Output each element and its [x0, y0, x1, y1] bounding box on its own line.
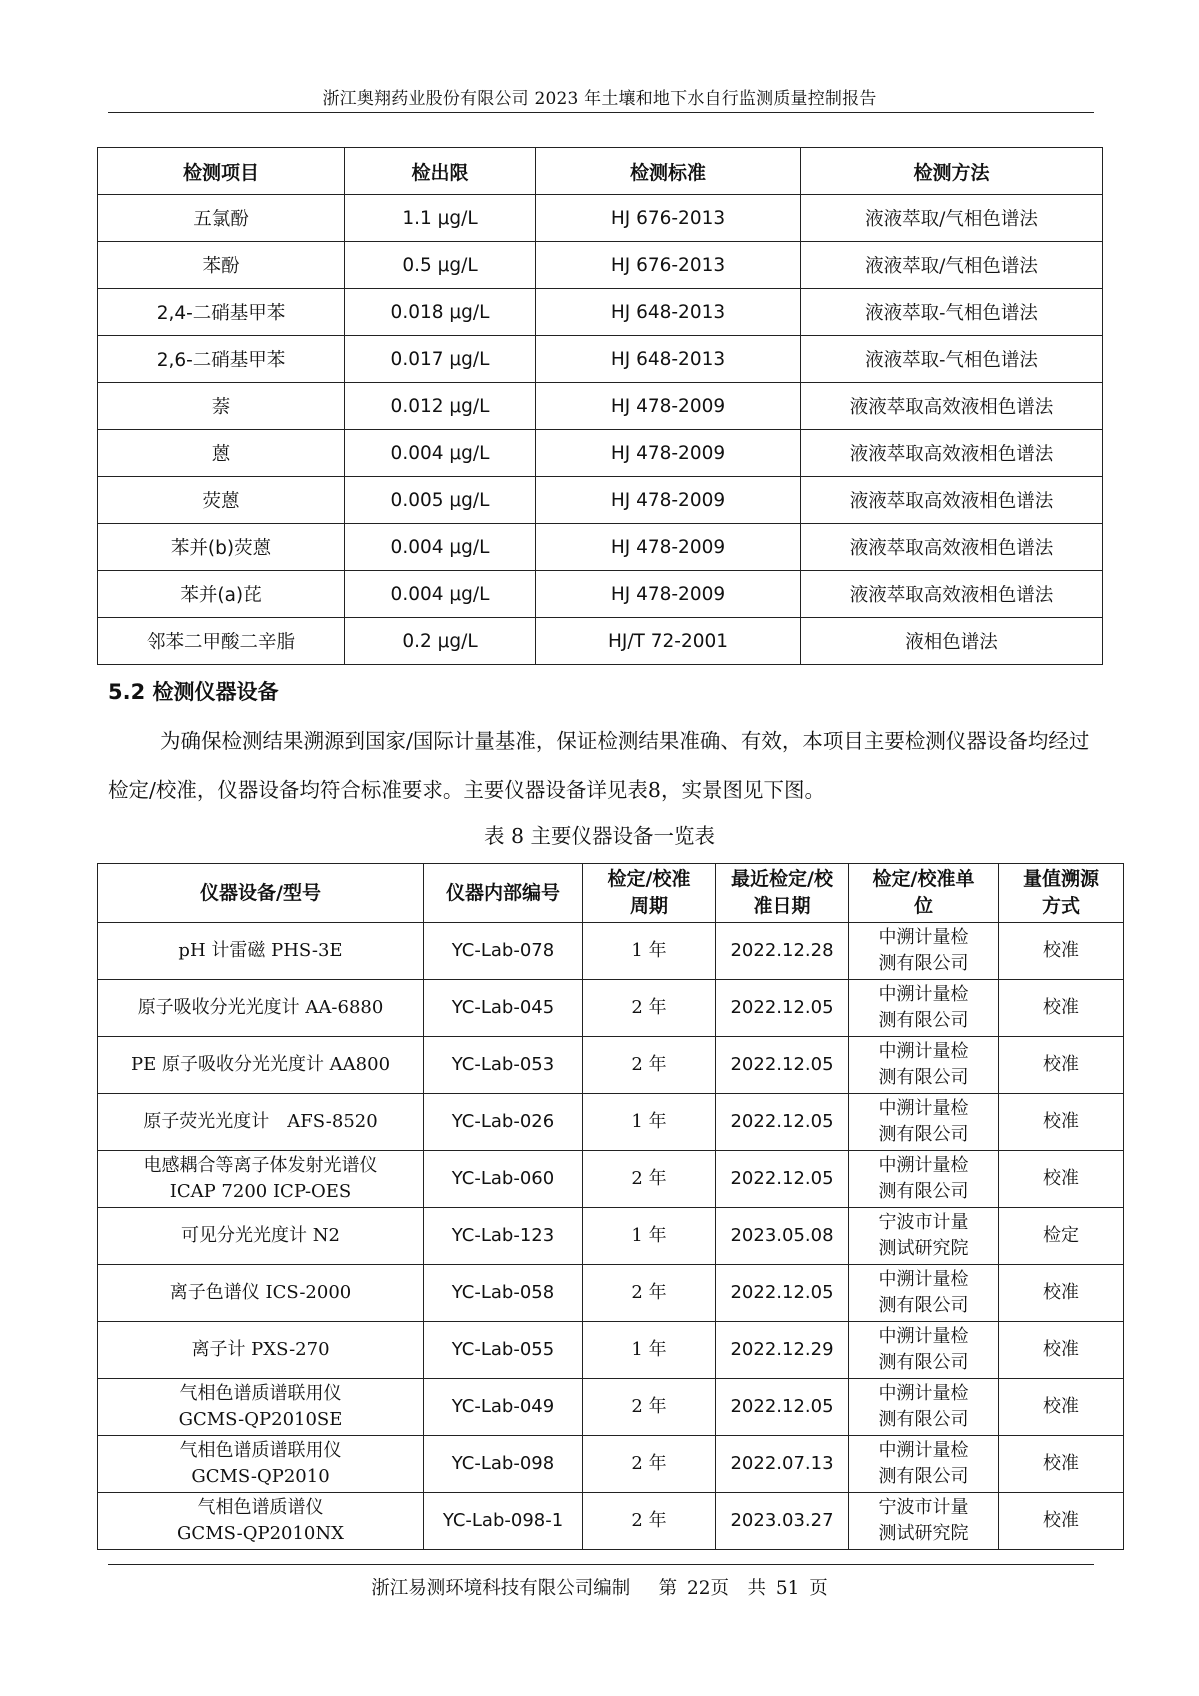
table-cell: [849, 1208, 999, 1265]
table-cell-line: 中溯计量检: [878, 1326, 969, 1347]
column-header: 检测方法: [801, 148, 1103, 195]
table-cell: 0.012 μg/L: [345, 383, 536, 430]
table-cell: 2,6-二硝基甲苯: [98, 336, 345, 383]
page-footer: 浙江易测环境科技有限公司编制 第 22页 共 51 页: [371, 1578, 828, 1599]
table-cell: [98, 1037, 424, 1094]
table-cell: YC-Lab-098-1: [424, 1493, 583, 1550]
table-cell: 校准: [999, 1265, 1124, 1322]
column-header-line: 准日期: [753, 895, 811, 917]
table-cell: [849, 1493, 999, 1550]
table-row: [98, 1151, 1124, 1208]
table-cell: [849, 1265, 999, 1322]
table-cell: 0.004 μg/L: [345, 524, 536, 571]
table-cell: 校准: [999, 1151, 1124, 1208]
table-cell-line: 气相色谱质谱仪: [197, 1497, 324, 1518]
table-cell: 邻苯二甲酸二辛脂: [98, 618, 345, 665]
table-cell-line: 中溯计量检: [878, 1041, 969, 1062]
table-row: [98, 1322, 1124, 1379]
table-cell: YC-Lab-123: [424, 1208, 583, 1265]
table-cell-line: 离子色谱仪 ICS-2000: [169, 1282, 352, 1303]
table-cell: HJ 478-2009: [536, 524, 801, 571]
table-cell: 液液萃取/气相色谱法: [801, 242, 1103, 289]
table-cell: 苯酚: [98, 242, 345, 289]
table-cell: 2022.07.13: [716, 1436, 849, 1493]
table-cell-line: 测试研究院: [878, 1523, 969, 1544]
table-cell: YC-Lab-053: [424, 1037, 583, 1094]
table-cell: 1 年: [583, 1322, 716, 1379]
table-cell-line: 测有限公司: [878, 1124, 969, 1145]
detection-method-table: [97, 147, 1103, 665]
column-header: [424, 864, 583, 923]
table-cell-line: 中溯计量检: [878, 1098, 969, 1119]
table-cell: YC-Lab-049: [424, 1379, 583, 1436]
table-cell-line: GCMS-QP2010NX: [177, 1523, 344, 1544]
table-cell: [849, 1151, 999, 1208]
table-cell-line: 中溯计量检: [878, 1440, 969, 1461]
table-cell: 液液萃取高效液相色谱法: [801, 524, 1103, 571]
table-row: [98, 1208, 1124, 1265]
table-cell: [98, 1322, 424, 1379]
table-cell: 液液萃取高效液相色谱法: [801, 383, 1103, 430]
table-cell-line: 测有限公司: [878, 1466, 969, 1487]
table-cell: HJ/T 72-2001: [536, 618, 801, 665]
table-cell: 校准: [999, 1094, 1124, 1151]
table-cell: 2022.12.29: [716, 1322, 849, 1379]
table-cell: 2 年: [583, 1265, 716, 1322]
table-cell: 2022.12.05: [716, 980, 849, 1037]
table-cell: 检定: [999, 1208, 1124, 1265]
section-title: 5.2 检测仪器设备: [108, 680, 279, 704]
table-cell: 0.017 μg/L: [345, 336, 536, 383]
table-row: [98, 242, 1103, 289]
table-row: [98, 1436, 1124, 1493]
table-row: [98, 1493, 1124, 1550]
table-row: [98, 1379, 1124, 1436]
table-cell: [849, 923, 999, 980]
table-row: [98, 195, 1103, 242]
table-cell-line: ICAP 7200 ICP-OES: [169, 1181, 352, 1202]
table-cell: [849, 1322, 999, 1379]
header-rule: [108, 112, 1094, 113]
table-cell-line: 中溯计量检: [878, 984, 969, 1005]
column-header-line: 检定/校准单: [872, 868, 975, 890]
table-row: [98, 618, 1103, 665]
table-cell-line: 可见分光光度计 N2: [181, 1225, 340, 1246]
table-cell: [98, 1208, 424, 1265]
table-row: [98, 1094, 1124, 1151]
table-cell: YC-Lab-055: [424, 1322, 583, 1379]
table-cell: [849, 1436, 999, 1493]
column-header: [999, 864, 1124, 923]
table-cell: 校准: [999, 1037, 1124, 1094]
table-row: [98, 923, 1124, 980]
column-header-line: 最近检定/校: [731, 868, 833, 890]
table-row: [98, 289, 1103, 336]
table-row: [98, 980, 1124, 1037]
table-cell: 苯并(b)荧蒽: [98, 524, 345, 571]
table-cell: 0.004 μg/L: [345, 430, 536, 477]
table-cell-line: 中溯计量检: [878, 1383, 969, 1404]
table-cell: 2023.05.08: [716, 1208, 849, 1265]
table-cell: HJ 648-2013: [536, 336, 801, 383]
table-cell-line: 中溯计量检: [878, 1269, 969, 1290]
column-header: [98, 864, 424, 923]
table-row: [98, 1037, 1124, 1094]
table-cell: 蒽: [98, 430, 345, 477]
table-cell: 2 年: [583, 1436, 716, 1493]
table-cell-line: 测有限公司: [878, 953, 969, 974]
table-cell: [98, 980, 424, 1037]
table-cell: 2 年: [583, 980, 716, 1037]
column-header: 检测标准: [536, 148, 801, 195]
table-row: [98, 524, 1103, 571]
table-cell: 苯并(a)芘: [98, 571, 345, 618]
table-cell: 0.2 μg/L: [345, 618, 536, 665]
table-cell: [98, 1379, 424, 1436]
table-row: [98, 430, 1103, 477]
table-cell: 萘: [98, 383, 345, 430]
table-cell: [849, 1037, 999, 1094]
table-cell: 校准: [999, 923, 1124, 980]
table-cell-line: 中溯计量检: [878, 927, 969, 948]
table-cell: 2 年: [583, 1379, 716, 1436]
table-cell: 0.018 μg/L: [345, 289, 536, 336]
table-cell: 1 年: [583, 1094, 716, 1151]
table-cell-line: 测试研究院: [878, 1238, 969, 1259]
table-cell: 校准: [999, 1379, 1124, 1436]
column-header-line: 仪器设备/型号: [200, 881, 321, 904]
table-cell: 液液萃取/气相色谱法: [801, 195, 1103, 242]
table-cell-line: 测有限公司: [878, 1352, 969, 1373]
table-cell: 2022.12.05: [716, 1094, 849, 1151]
table-cell-line: 电感耦合等离子体发射光谱仪: [143, 1155, 378, 1176]
table-cell: 液液萃取-气相色谱法: [801, 289, 1103, 336]
column-header-line: 周期: [629, 895, 668, 917]
column-header: [583, 864, 716, 923]
column-header-line: 仪器内部编号: [445, 881, 560, 904]
table-cell-line: 原子吸收分光光度计 AA-6880: [137, 997, 384, 1018]
table-cell: 液液萃取高效液相色谱法: [801, 430, 1103, 477]
table-cell-line: 气相色谱质谱联用仪: [179, 1440, 342, 1461]
table-cell: HJ 478-2009: [536, 571, 801, 618]
table-cell-line: GCMS-QP2010SE: [178, 1409, 343, 1430]
table-cell: [849, 980, 999, 1037]
table-cell: 2022.12.28: [716, 923, 849, 980]
table-cell: HJ 478-2009: [536, 477, 801, 524]
table-cell-line: 离子计 PXS-270: [191, 1339, 330, 1360]
table-cell: HJ 478-2009: [536, 383, 801, 430]
table-cell-line: 测有限公司: [878, 1067, 969, 1088]
table-row: [98, 336, 1103, 383]
table-cell: [98, 1265, 424, 1322]
table-cell: 2022.12.05: [716, 1151, 849, 1208]
table-row: [98, 1265, 1124, 1322]
table-cell-line: 原子荧光光度计 AFS-8520: [143, 1111, 378, 1132]
table-cell-line: 测有限公司: [878, 1409, 969, 1430]
table-row: [98, 477, 1103, 524]
table-cell: YC-Lab-058: [424, 1265, 583, 1322]
table-cell: 校准: [999, 1436, 1124, 1493]
table-cell: 2 年: [583, 1493, 716, 1550]
table-cell: YC-Lab-060: [424, 1151, 583, 1208]
table-cell: 0.005 μg/L: [345, 477, 536, 524]
table-cell: YC-Lab-078: [424, 923, 583, 980]
table-cell: 1 年: [583, 1208, 716, 1265]
column-header-line: 位: [913, 895, 933, 917]
column-header: 检测项目: [98, 148, 345, 195]
table-cell: 校准: [999, 1322, 1124, 1379]
table-row: [98, 383, 1103, 430]
table-cell: 2022.12.05: [716, 1379, 849, 1436]
table-cell: [98, 923, 424, 980]
table-cell: 0.5 μg/L: [345, 242, 536, 289]
column-header-line: 方式: [1041, 895, 1080, 917]
table-cell-line: PE 原子吸收分光光度计 AA800: [130, 1054, 391, 1075]
table-cell: 2023.03.27: [716, 1493, 849, 1550]
table-cell: 校准: [999, 980, 1124, 1037]
table-cell-line: pH 计雷磁 PHS-3E: [178, 940, 343, 961]
table-cell-line: 中溯计量检: [878, 1155, 969, 1176]
table-cell: [98, 1493, 424, 1550]
table-cell: 液液萃取-气相色谱法: [801, 336, 1103, 383]
footer-rule: [108, 1564, 1094, 1565]
table-cell: 校准: [999, 1493, 1124, 1550]
column-header-line: 检定/校准: [607, 868, 691, 890]
column-header: [716, 864, 849, 923]
table-cell: 2022.12.05: [716, 1037, 849, 1094]
table-cell-line: 宁波市计量: [878, 1497, 969, 1518]
table-cell: HJ 648-2013: [536, 289, 801, 336]
table-cell: [98, 1436, 424, 1493]
table-cell: 2022.12.05: [716, 1265, 849, 1322]
table-cell: [849, 1379, 999, 1436]
table-cell-line: 测有限公司: [878, 1295, 969, 1316]
table-cell: 1.1 μg/L: [345, 195, 536, 242]
table-cell: [98, 1094, 424, 1151]
table-cell: [98, 1151, 424, 1208]
table-cell: 2 年: [583, 1151, 716, 1208]
table-cell: HJ 676-2013: [536, 195, 801, 242]
table-cell: 液液萃取高效液相色谱法: [801, 477, 1103, 524]
table-cell: 1 年: [583, 923, 716, 980]
table-cell: 五氯酚: [98, 195, 345, 242]
table-cell-line: 气相色谱质谱联用仪: [179, 1383, 342, 1404]
table-cell: 2 年: [583, 1037, 716, 1094]
table-row: [98, 571, 1103, 618]
table-cell: [849, 1094, 999, 1151]
column-header-line: 量值溯源: [1022, 868, 1099, 890]
table-cell: YC-Lab-026: [424, 1094, 583, 1151]
page-header: 浙江奥翔药业股份有限公司 2023 年土壤和地下水自行监测质量控制报告: [322, 89, 877, 109]
table-cell-line: 测有限公司: [878, 1181, 969, 1202]
table-cell: 液相色谱法: [801, 618, 1103, 665]
table-caption: 表 8 主要仪器设备一览表: [483, 824, 716, 848]
instrument-table: [97, 863, 1124, 1550]
table-cell: HJ 478-2009: [536, 430, 801, 477]
table-cell: HJ 676-2013: [536, 242, 801, 289]
section-paragraph: 为确保检测结果溯源到国家/国际计量基准，保证检测结果准确、有效，本项目主要检测仪器设备均经过检定/校准，仪器设备均符合标准要求。主要仪器设备详见表8，实景图见下图。: [108, 729, 1090, 802]
column-header: 检出限: [345, 148, 536, 195]
table-cell: 荧蒽: [98, 477, 345, 524]
table-cell: 液液萃取高效液相色谱法: [801, 571, 1103, 618]
table-cell: YC-Lab-045: [424, 980, 583, 1037]
table-cell-line: GCMS-QP2010: [191, 1466, 330, 1487]
table-cell: YC-Lab-098: [424, 1436, 583, 1493]
table-cell: 0.004 μg/L: [345, 571, 536, 618]
table-cell-line: 测有限公司: [878, 1010, 969, 1031]
table-cell: 2,4-二硝基甲苯: [98, 289, 345, 336]
table-cell-line: 宁波市计量: [878, 1212, 969, 1233]
column-header: [849, 864, 999, 923]
